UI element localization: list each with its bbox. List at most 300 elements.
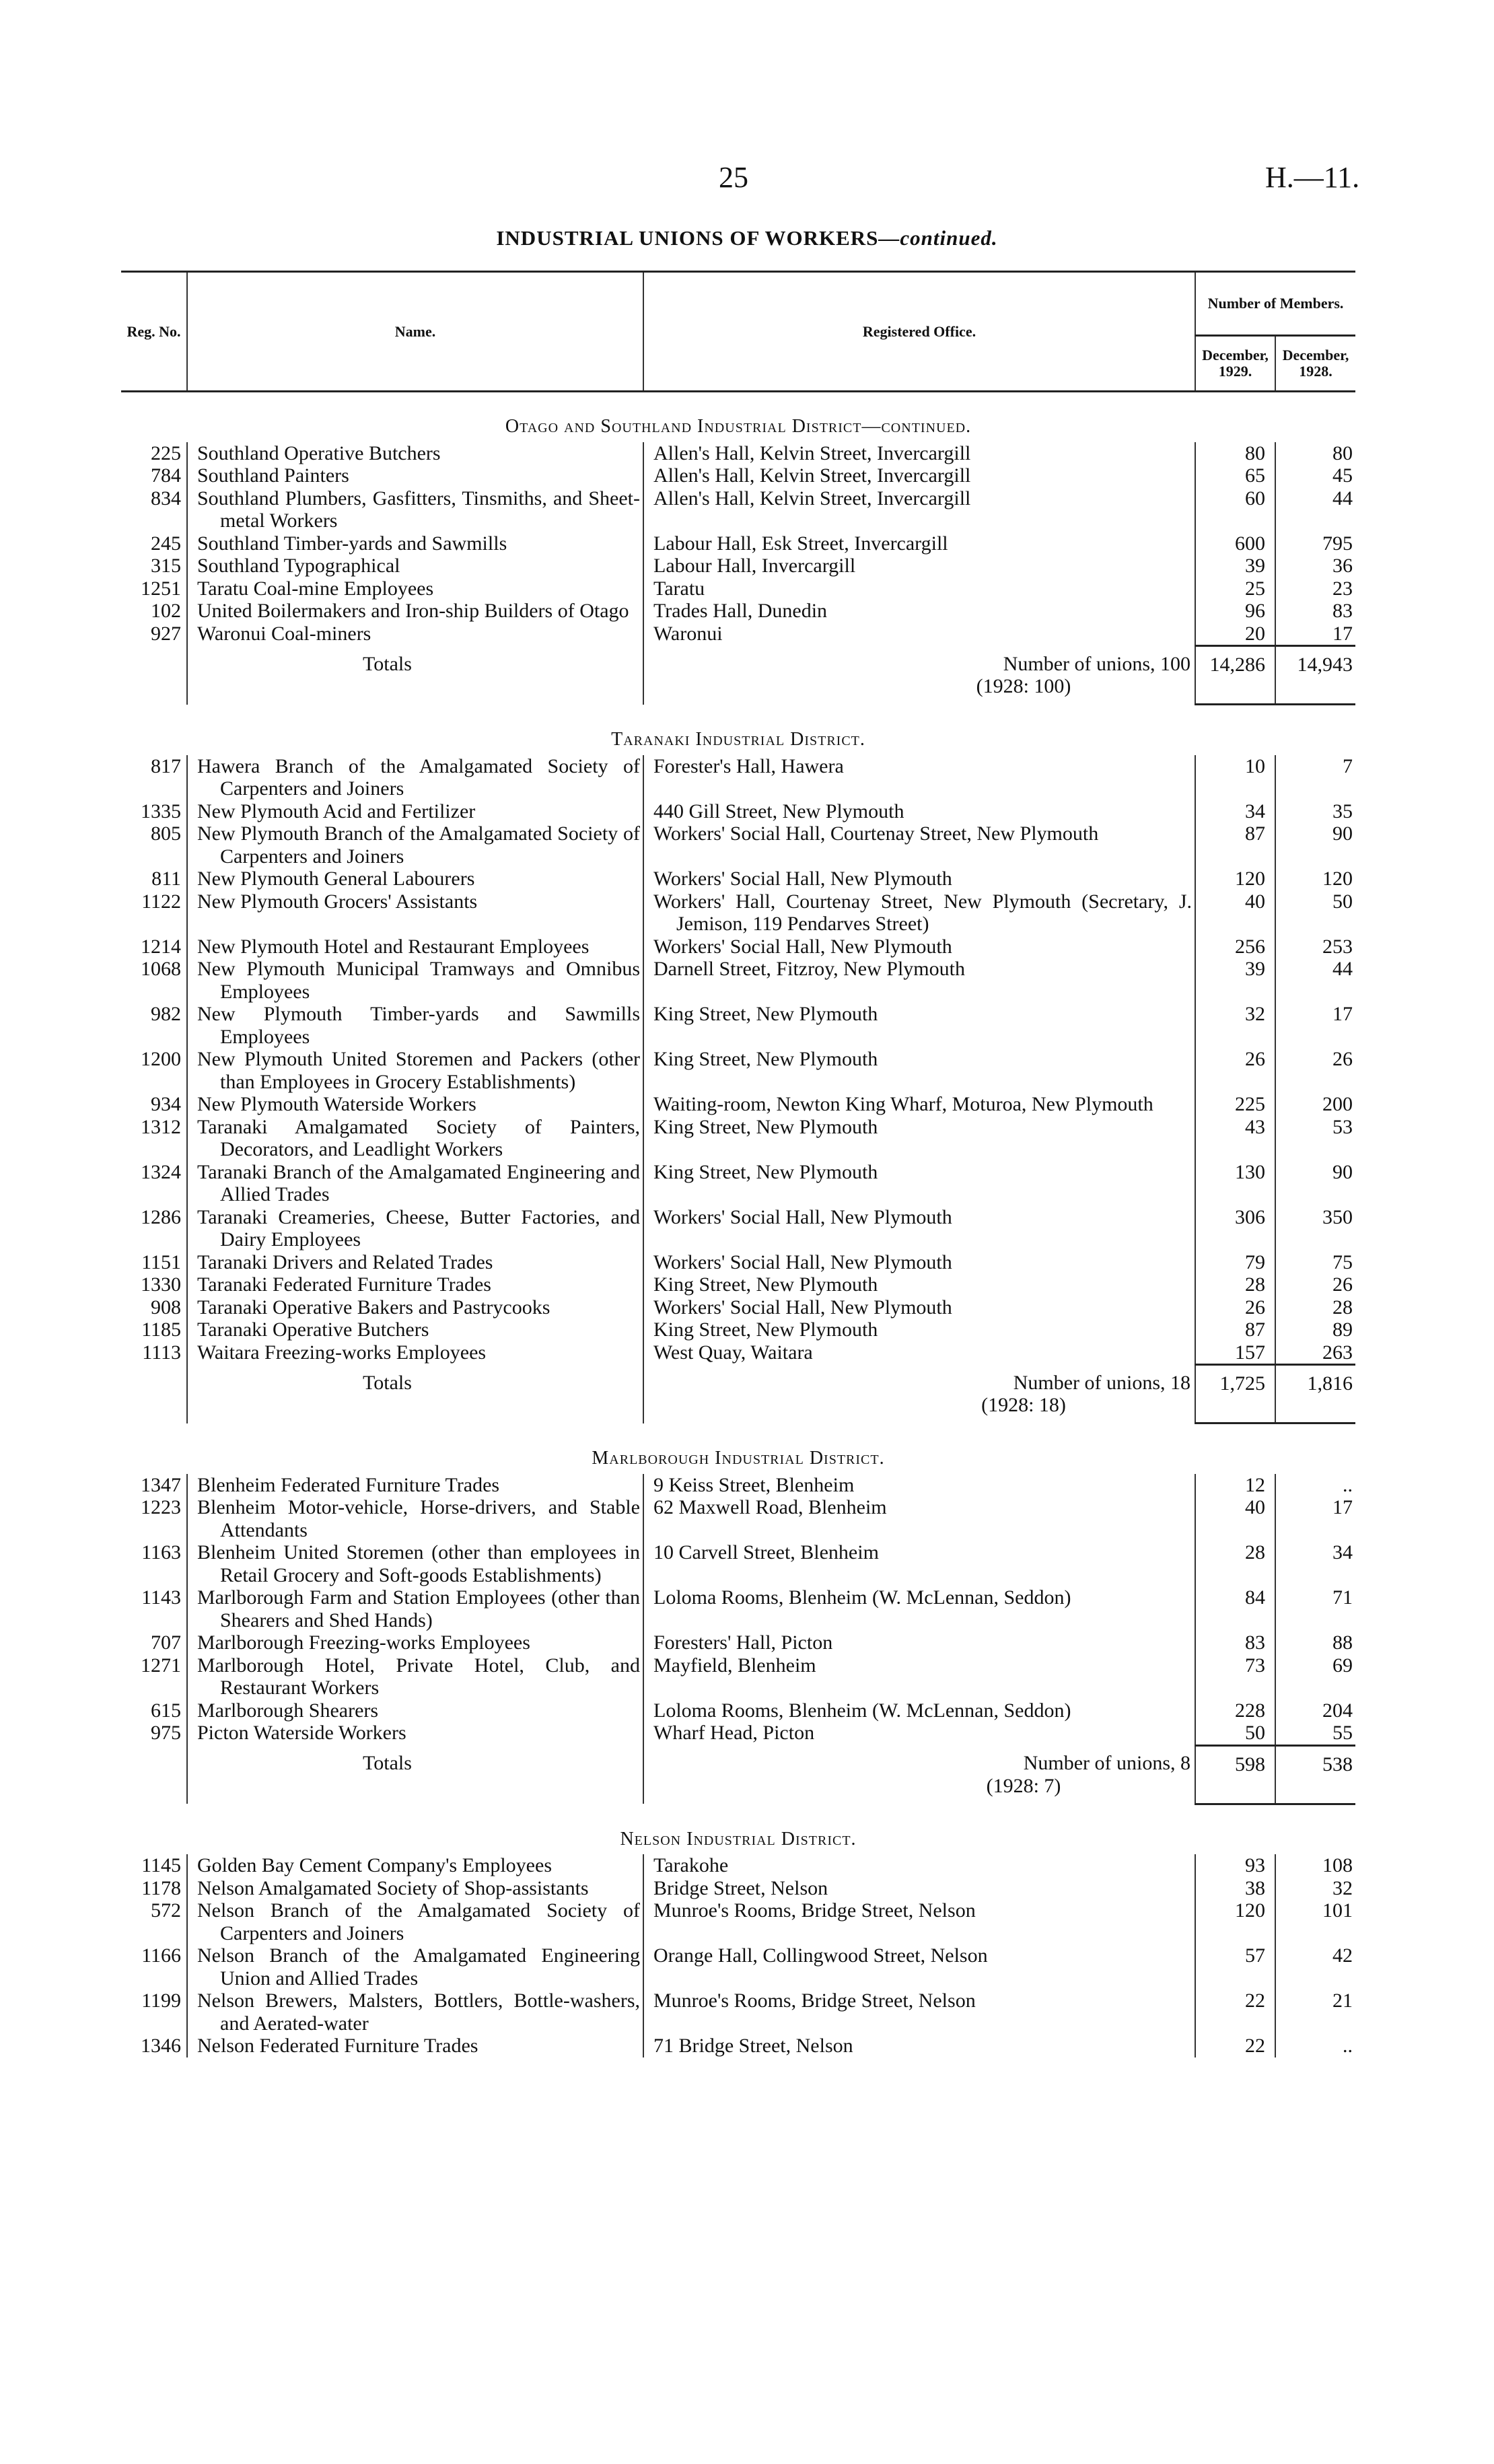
union-name (187, 577, 643, 600)
table-row (121, 532, 1355, 555)
union-name (187, 1541, 643, 1586)
union-name-text: Blenheim Federated Furniture Trades (197, 1473, 500, 1496)
union-name (187, 1161, 643, 1206)
registered-office (643, 442, 1195, 465)
registered-office-text: Mayfield, Blenheim (653, 1654, 816, 1677)
members-1928: 50 (1275, 890, 1355, 936)
table-row (121, 1699, 1355, 1722)
union-name (187, 890, 643, 936)
registered-office-text: King Street, New Plymouth (653, 1273, 878, 1296)
col-members: Number of Members. (1195, 272, 1355, 336)
union-name (187, 1273, 643, 1296)
members-1929: 20 (1195, 623, 1275, 646)
union-name (187, 1093, 643, 1116)
registered-office (643, 1654, 1195, 1699)
registered-office (643, 868, 1195, 890)
members-1928: 88 (1275, 1631, 1355, 1654)
total-1929: 14,286 (1195, 646, 1275, 705)
union-name-text: Waronui Coal-miners (197, 622, 371, 645)
union-name-text: New Plymouth United Storemen and Packers (other than Employees in Grocery Establishments) (197, 1048, 640, 1093)
members-1929: 256 (1195, 936, 1275, 958)
members-1928: 69 (1275, 1654, 1355, 1699)
members-1929: 96 (1195, 600, 1275, 623)
union-name-text: Marlborough Farm and Station Employees (other than Shearers and Shed Hands) (197, 1586, 640, 1631)
document-reference: H.—11. (1265, 161, 1360, 194)
reg-no: 1145 (141, 1854, 181, 1876)
registered-office-text: 10 Carvell Street, Blenheim (653, 1541, 879, 1563)
registered-office (643, 822, 1195, 868)
table-row (121, 1854, 1355, 1877)
reg-no: 225 (151, 442, 181, 464)
members-1928: 263 (1275, 1341, 1355, 1365)
union-name (187, 555, 643, 577)
registered-office-text: Tarakohe (653, 1854, 729, 1876)
reg-no: 1324 (141, 1160, 181, 1183)
members-1928: 45 (1275, 464, 1355, 487)
reg-no: 572 (151, 1899, 181, 1922)
union-name (187, 800, 643, 823)
registered-office-text: Waiting-room, Newton King Wharf, Moturoa, New Plymouth (653, 1093, 1153, 1115)
union-name-text: Waitara Freezing-works Employees (197, 1341, 487, 1364)
district-heading: Taranaki Industrial District. (611, 729, 865, 750)
registered-office (643, 1722, 1195, 1745)
reg-no: 1122 (141, 890, 181, 913)
members-1929: 32 (1195, 1003, 1275, 1048)
totals-blank (121, 1365, 187, 1423)
reg-no: 1346 (141, 2035, 181, 2057)
table-row (121, 800, 1355, 823)
union-name (187, 1003, 643, 1048)
union-name-text: Nelson Branch of the Amalgamated Society of Carpenters and Joiners (197, 1899, 640, 1944)
members-1929: 87 (1195, 822, 1275, 868)
union-name (187, 1899, 643, 1944)
members-1929: 28 (1195, 1273, 1275, 1296)
members-1929: 157 (1195, 1341, 1275, 1365)
members-1929: 38 (1195, 1877, 1275, 1900)
unions-table (121, 271, 1355, 2057)
registered-office (643, 600, 1195, 623)
reg-no: 934 (151, 1093, 181, 1115)
members-1928: 120 (1275, 868, 1355, 890)
union-name-text: New Plymouth Timber-yards and Sawmills Employees (197, 1003, 640, 1048)
members-1929: 120 (1195, 868, 1275, 890)
union-name-text: New Plymouth Municipal Tramways and Omnibus Employees (197, 958, 640, 1003)
registered-office (643, 1206, 1195, 1251)
members-1928: 44 (1275, 487, 1355, 532)
title-text: INDUSTRIAL UNIONS OF WORKERS (496, 226, 879, 250)
registered-office-text: King Street, New Plymouth (653, 1115, 878, 1138)
table-row (121, 487, 1355, 532)
members-1928: 26 (1275, 1048, 1355, 1093)
table-row (121, 1048, 1355, 1093)
members-1929: 12 (1195, 1474, 1275, 1497)
members-1928: 17 (1275, 1003, 1355, 1048)
members-1928: 35 (1275, 800, 1355, 823)
members-1928: 90 (1275, 822, 1355, 868)
totals-row (121, 646, 1355, 705)
reg-no: 315 (151, 555, 181, 577)
union-name (187, 868, 643, 890)
members-1928: 795 (1275, 532, 1355, 555)
union-name-text: Nelson Federated Furniture Trades (197, 2035, 478, 2057)
table-row (121, 600, 1355, 623)
registered-office (643, 890, 1195, 936)
registered-office-text: Foresters' Hall, Picton (653, 1631, 833, 1654)
registered-office (643, 1093, 1195, 1116)
union-name (187, 1722, 643, 1745)
total-1928: 1,816 (1275, 1365, 1355, 1423)
reg-no: 805 (151, 822, 181, 845)
members-1928: 28 (1275, 1296, 1355, 1319)
members-1928: .. (1275, 2035, 1355, 2057)
members-1929: 39 (1195, 555, 1275, 577)
totals-row (121, 1745, 1355, 1804)
table-row (121, 1990, 1355, 2035)
registered-office-text: Workers' Hall, Courtenay Street, New Plymouth (Secretary, J. Jemison, 119 Pendarves Street) (653, 890, 1192, 935)
members-1929: 73 (1195, 1654, 1275, 1699)
union-name-text: New Plymouth General Labourers (197, 868, 475, 890)
union-name-text: Taranaki Creameries, Cheese, Butter Factories, and Dairy Employees (197, 1205, 640, 1251)
members-1928: 83 (1275, 600, 1355, 623)
registered-office (643, 1251, 1195, 1274)
registered-office-text: Loloma Rooms, Blenheim (W. McLennan, Seddon) (653, 1699, 1071, 1722)
reg-no: 1330 (141, 1273, 181, 1296)
union-name (187, 1631, 643, 1654)
table-row (121, 890, 1355, 936)
registered-office-text: King Street, New Plymouth (653, 1003, 878, 1025)
members-1928: 21 (1275, 1990, 1355, 2035)
table-row (121, 442, 1355, 465)
registered-office (643, 555, 1195, 577)
members-1928: 90 (1275, 1161, 1355, 1206)
unions-count-1928: (1928: 18) (981, 1394, 1066, 1416)
members-1928: 42 (1275, 1944, 1355, 1990)
registered-office-text: Labour Hall, Esk Street, Invercargill (653, 532, 948, 555)
district-heading: Nelson Industrial District. (620, 1828, 857, 1850)
members-1928: 350 (1275, 1206, 1355, 1251)
members-1928: 26 (1275, 1273, 1355, 1296)
registered-office (643, 958, 1195, 1003)
members-1929: 50 (1195, 1722, 1275, 1745)
registered-office-text: Orange Hall, Collingwood Street, Nelson (653, 1944, 988, 1967)
table-row (121, 464, 1355, 487)
registered-office-text: King Street, New Plymouth (653, 1048, 878, 1070)
members-1928: 253 (1275, 936, 1355, 958)
registered-office-text: Workers' Social Hall, New Plymouth (653, 1296, 952, 1318)
reg-no: 817 (151, 754, 181, 777)
members-1929: 22 (1195, 2035, 1275, 2057)
unions-count: Number of unions, 18 (1013, 1371, 1190, 1394)
union-name-text: New Plymouth Grocers' Assistants (197, 890, 478, 913)
union-name-text: Taranaki Federated Furniture Trades (197, 1273, 491, 1296)
union-name (187, 1341, 643, 1365)
members-1929: 130 (1195, 1161, 1275, 1206)
reg-no: 245 (151, 532, 181, 555)
members-1929: 84 (1195, 1586, 1275, 1631)
union-name (187, 1116, 643, 1161)
registered-office (643, 1341, 1195, 1365)
registered-office (643, 487, 1195, 532)
members-1929: 10 (1195, 755, 1275, 800)
members-1929: 40 (1195, 1496, 1275, 1541)
union-name-text: Southland Timber-yards and Sawmills (197, 532, 507, 555)
registered-office-text: Allen's Hall, Kelvin Street, Invercargill (653, 442, 971, 464)
registered-office (643, 1899, 1195, 1944)
union-name (187, 1990, 643, 2035)
union-name (187, 1654, 643, 1699)
reg-no: 1185 (141, 1318, 181, 1341)
registered-office (643, 1699, 1195, 1722)
registered-office (643, 1541, 1195, 1586)
table-row (121, 1877, 1355, 1900)
registered-office-text: 71 Bridge Street, Nelson (653, 2035, 853, 2057)
members-1928: 17 (1275, 623, 1355, 646)
union-name (187, 1586, 643, 1631)
table-row (121, 958, 1355, 1003)
col-dec-1928: December, 1928. (1275, 336, 1355, 392)
members-1929: 26 (1195, 1296, 1275, 1319)
union-name-text: Southland Plumbers, Gasfitters, Tinsmiths, and Sheet-metal Workers (197, 487, 640, 532)
registered-office (643, 577, 1195, 600)
table-row (121, 555, 1355, 577)
total-1928: 538 (1275, 1745, 1355, 1804)
registered-office (643, 1586, 1195, 1631)
reg-no: 1312 (141, 1115, 181, 1138)
reg-no: 1251 (141, 577, 181, 600)
union-name-text: Taranaki Operative Butchers (197, 1318, 429, 1341)
union-name (187, 1854, 643, 1877)
totals-unions (643, 1365, 1195, 1423)
registered-office (643, 1944, 1195, 1990)
table-row (121, 1899, 1355, 1944)
members-1928: 53 (1275, 1116, 1355, 1161)
union-name (187, 1318, 643, 1341)
table-row (121, 577, 1355, 600)
union-name (187, 822, 643, 868)
table-row (121, 1116, 1355, 1161)
union-name (187, 1296, 643, 1319)
reg-no: 811 (151, 868, 181, 890)
registered-office-text: West Quay, Waitara (653, 1341, 813, 1364)
union-name-text: Blenheim Motor-vehicle, Horse-drivers, and Stable Attendants (197, 1496, 640, 1541)
registered-office-text: Forester's Hall, Hawera (653, 754, 844, 777)
union-name-text: Southland Painters (197, 464, 349, 487)
table-row (121, 2035, 1355, 2057)
registered-office (643, 1296, 1195, 1319)
page-number: 25 (719, 161, 748, 194)
members-1928: 80 (1275, 442, 1355, 465)
members-1928: 75 (1275, 1251, 1355, 1274)
members-1928: 36 (1275, 555, 1355, 577)
registered-office-text: King Street, New Plymouth (653, 1318, 878, 1341)
unions-count-1928: (1928: 7) (986, 1774, 1061, 1797)
reg-no: 1166 (141, 1944, 181, 1967)
union-name (187, 936, 643, 958)
reg-no: 1151 (141, 1251, 181, 1273)
members-1929: 65 (1195, 464, 1275, 487)
total-1928: 14,943 (1275, 646, 1355, 705)
table-row (121, 1296, 1355, 1319)
members-1928: 101 (1275, 1899, 1355, 1944)
union-name-text: Golden Bay Cement Company's Employees (197, 1854, 552, 1876)
registered-office-text: Workers' Social Hall, Courtenay Street, New Plymouth (653, 822, 1099, 845)
registered-office (643, 1273, 1195, 1296)
members-1929: 40 (1195, 890, 1275, 936)
registered-office (643, 1048, 1195, 1093)
members-1928: 44 (1275, 958, 1355, 1003)
total-1929: 1,725 (1195, 1365, 1275, 1423)
registered-office-text: Wharf Head, Picton (653, 1722, 815, 1744)
reg-no: 1143 (141, 1586, 181, 1609)
table-row (121, 1654, 1355, 1699)
reg-no: 1200 (141, 1048, 181, 1070)
unions-count: Number of unions, 8 (1023, 1752, 1190, 1774)
title-suffix: —continued. (878, 226, 998, 250)
reg-no: 1199 (141, 1990, 181, 2012)
union-name (187, 532, 643, 555)
table-row (121, 1161, 1355, 1206)
union-name (187, 442, 643, 465)
registered-office (643, 1116, 1195, 1161)
totals-blank (121, 646, 187, 705)
union-name (187, 600, 643, 623)
members-1929: 600 (1195, 532, 1275, 555)
registered-office-text: Workers' Social Hall, New Plymouth (653, 1251, 952, 1273)
union-name (187, 1699, 643, 1722)
col-name: Name. (187, 272, 643, 392)
table-row (121, 1474, 1355, 1497)
union-name-text: Taranaki Branch of the Amalgamated Engineering and Allied Trades (197, 1160, 640, 1205)
totals-label: Totals (187, 1365, 643, 1423)
reg-no: 784 (151, 464, 181, 487)
union-name-text: Taranaki Operative Bakers and Pastrycooks (197, 1296, 550, 1318)
registered-office (643, 1318, 1195, 1341)
registered-office (643, 1990, 1195, 2035)
union-name (187, 464, 643, 487)
members-1929: 228 (1195, 1699, 1275, 1722)
members-1929: 79 (1195, 1251, 1275, 1274)
members-1928: 17 (1275, 1496, 1355, 1541)
members-1928: 7 (1275, 755, 1355, 800)
reg-no: 1335 (141, 800, 181, 822)
totals-label: Totals (187, 646, 643, 705)
registered-office (643, 1003, 1195, 1048)
members-1929: 83 (1195, 1631, 1275, 1654)
union-name (187, 623, 643, 646)
registered-office-text: Trades Hall, Dunedin (653, 600, 828, 622)
table-row (121, 936, 1355, 958)
members-1929: 26 (1195, 1048, 1275, 1093)
reg-no: 1113 (142, 1341, 181, 1364)
table-row (121, 1251, 1355, 1274)
table-row (121, 1206, 1355, 1251)
reg-no: 1163 (141, 1541, 181, 1563)
reg-no: 908 (151, 1296, 181, 1318)
registered-office (643, 1877, 1195, 1900)
registered-office (643, 1854, 1195, 1877)
union-name (187, 1944, 643, 1990)
table-row (121, 1944, 1355, 1990)
members-1928: 108 (1275, 1854, 1355, 1877)
members-1929: 57 (1195, 1944, 1275, 1990)
col-office: Registered Office. (643, 272, 1195, 392)
table-row (121, 1541, 1355, 1586)
reg-no: 1286 (141, 1205, 181, 1228)
union-name-text: Marlborough Shearers (197, 1699, 379, 1722)
registered-office (643, 800, 1195, 823)
registered-office (643, 1474, 1195, 1497)
registered-office-text: 9 Keiss Street, Blenheim (653, 1473, 855, 1496)
table-row (121, 868, 1355, 890)
members-1928: 32 (1275, 1877, 1355, 1900)
union-name (187, 958, 643, 1003)
reg-no: 1347 (141, 1473, 181, 1496)
members-1929: 306 (1195, 1206, 1275, 1251)
table-row (121, 1722, 1355, 1745)
registered-office (643, 464, 1195, 487)
totals-unions (643, 1745, 1195, 1804)
table-row (121, 822, 1355, 868)
reg-no: 1271 (141, 1654, 181, 1677)
registered-office (643, 2035, 1195, 2057)
registered-office-text: King Street, New Plymouth (653, 1160, 878, 1183)
union-name-text: Nelson Brewers, Malsters, Bottlers, Bottle-washers, and Aerated-water (197, 1990, 640, 2035)
registered-office-text: 62 Maxwell Road, Blenheim (653, 1496, 887, 1518)
union-name (187, 1474, 643, 1497)
members-1929: 120 (1195, 1899, 1275, 1944)
registered-office-text: Waronui (653, 622, 723, 645)
registered-office-text: Allen's Hall, Kelvin Street, Invercargill (653, 464, 971, 487)
union-name-text: New Plymouth Branch of the Amalgamated Society of Carpenters and Joiners (197, 822, 640, 868)
totals-unions (643, 646, 1195, 705)
table-row (121, 1318, 1355, 1341)
members-1929: 87 (1195, 1318, 1275, 1341)
district-heading: Marlborough Industrial District. (592, 1448, 885, 1469)
members-1928: 89 (1275, 1318, 1355, 1341)
page-title (0, 226, 1494, 250)
union-name-text: Marlborough Freezing-works Employees (197, 1631, 530, 1654)
totals-label: Totals (187, 1745, 643, 1804)
union-name (187, 1206, 643, 1251)
registered-office-text: Darnell Street, Fitzroy, New Plymouth (653, 958, 965, 980)
members-1928: 204 (1275, 1699, 1355, 1722)
members-1929: 34 (1195, 800, 1275, 823)
registered-office-text: 440 Gill Street, New Plymouth (653, 800, 904, 822)
union-name-text: Southland Operative Butchers (197, 442, 441, 464)
registered-office (643, 623, 1195, 646)
reg-no: 707 (151, 1631, 181, 1654)
unions-count: Number of unions, 100 (1003, 652, 1190, 675)
union-name-text: New Plymouth Hotel and Restaurant Employees (197, 935, 590, 958)
total-1929: 598 (1195, 1745, 1275, 1804)
unions-count-1928: (1928: 100) (976, 675, 1071, 697)
reg-no: 102 (151, 600, 181, 622)
col-dec-1929: December, 1929. (1195, 336, 1275, 392)
members-1929: 80 (1195, 442, 1275, 465)
members-1929: 60 (1195, 487, 1275, 532)
union-name-text: Taranaki Amalgamated Society of Painters, Decorators, and Leadlight Workers (197, 1115, 640, 1160)
union-name (187, 487, 643, 532)
union-name-text: Nelson Amalgamated Society of Shop-assistants (197, 1876, 589, 1899)
registered-office-text: Bridge Street, Nelson (653, 1876, 828, 1899)
members-1929: 93 (1195, 1854, 1275, 1877)
union-name (187, 1496, 643, 1541)
members-1929: 225 (1195, 1093, 1275, 1116)
registered-office-text: Workers' Social Hall, New Plymouth (653, 868, 952, 890)
union-name-text: Marlborough Hotel, Private Hotel, Club, and Restaurant Workers (197, 1654, 640, 1699)
union-name-text: Blenheim United Storemen (other than employees in Retail Grocery and Soft-goods Establishments) (197, 1541, 640, 1586)
union-name (187, 755, 643, 800)
